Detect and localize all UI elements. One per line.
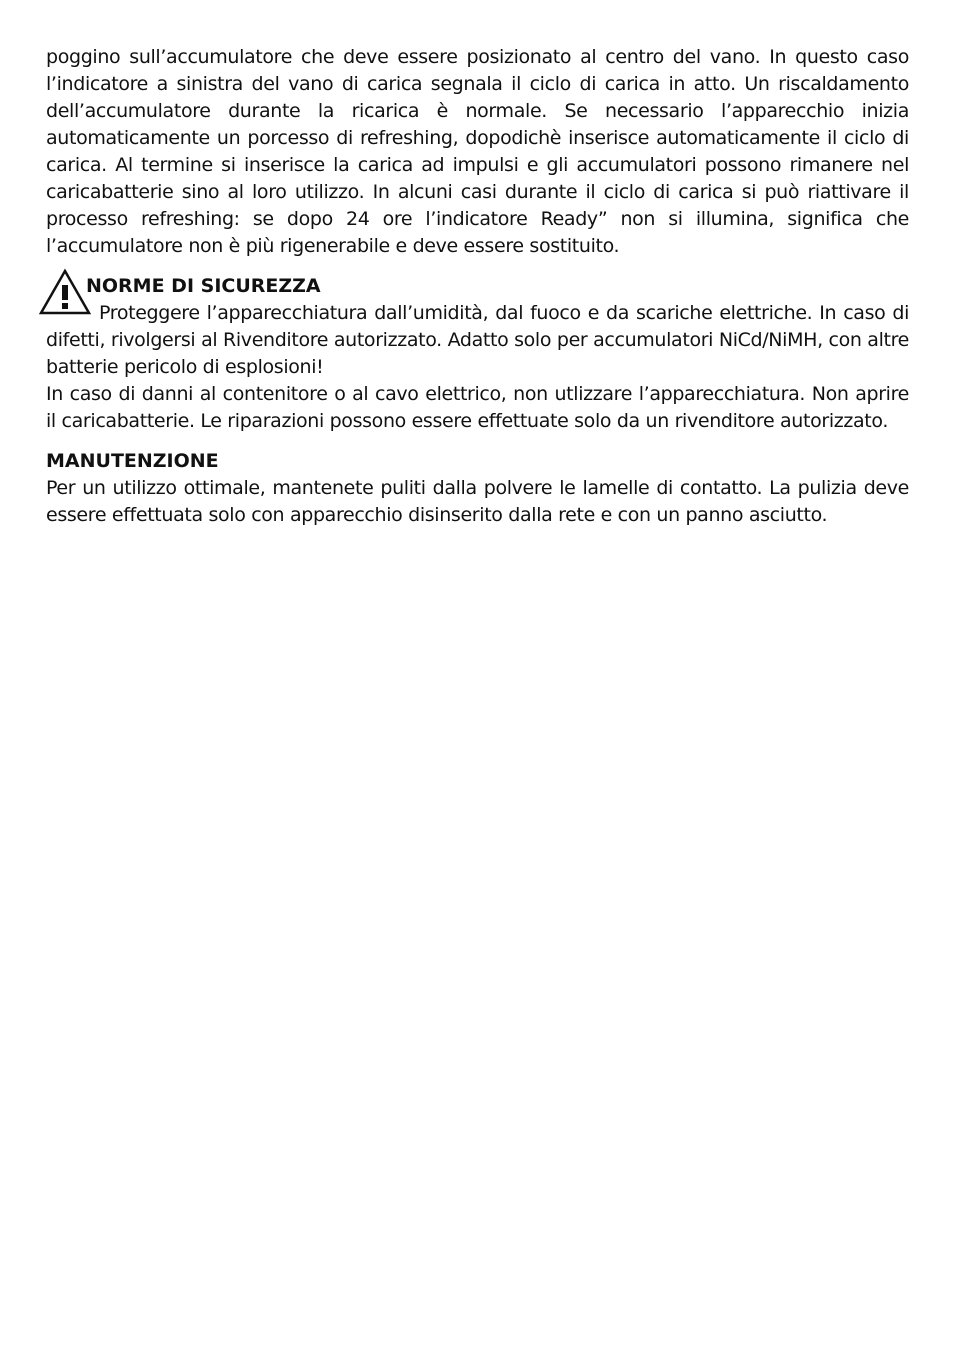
- warning-triangle-icon: [38, 268, 92, 316]
- document-page: [46, 44, 909, 529]
- safety-paragraph-2: In caso di danni al contenitore o al cavo elettrico, non utlizzare l’apparecchiatura. Non aprire il caricabatterie. Le riparazioni possono essere effettuate solo da un rivenditore autorizzato.: [46, 383, 909, 432]
- maintenance-paragraph: Per un utilizzo ottimale, mantenete puliti dalla polvere le lamelle di contatto. La pulizia deve essere effettuata solo con apparecchio disinserito dalla rete e con un panno asciutto.: [46, 477, 909, 526]
- maintenance-section: [46, 448, 909, 529]
- safety-heading: NORME DI SICUREZZA: [86, 275, 321, 297]
- spacer: [46, 435, 909, 448]
- intro-paragraph: poggino sull’accumulatore che deve essere posizionato al centro del vano. In questo caso l’indicatore a sinistra del vano di carica segnala il ciclo di carica in atto. Un riscaldamento dell’accumulatore durante la ricarica è normale. Se necessario l’apparecchio inizia automaticamente un porcesso di refreshing, dopodichè inserisce automaticamente il ciclo di carica. Al termine si inserisce la carica ad impulsi e gli accumulatori possono rimanere nel caricabatterie sino al loro utilizzo. In alcuni casi durante il ciclo di carica si può riattivare il processo refreshing: se dopo 24 ore l’indicatore Ready” non si illumina, significa che l’accumulatore non è più rigenerabile e deve essere sostituito.: [46, 46, 909, 257]
- safety-section: [46, 273, 909, 435]
- spacer: [46, 260, 909, 273]
- maintenance-heading: MANUTENZIONE: [46, 450, 219, 472]
- safety-paragraph-1: Proteggere l’apparecchiatura dall’umidità, dal fuoco e da scariche elettriche. In caso di difetti, rivolgersi al Rivenditore autorizzato. Adatto solo per accumulatori NiCd/NiMH, con altre batterie pericolo di esplosioni!: [46, 302, 909, 378]
